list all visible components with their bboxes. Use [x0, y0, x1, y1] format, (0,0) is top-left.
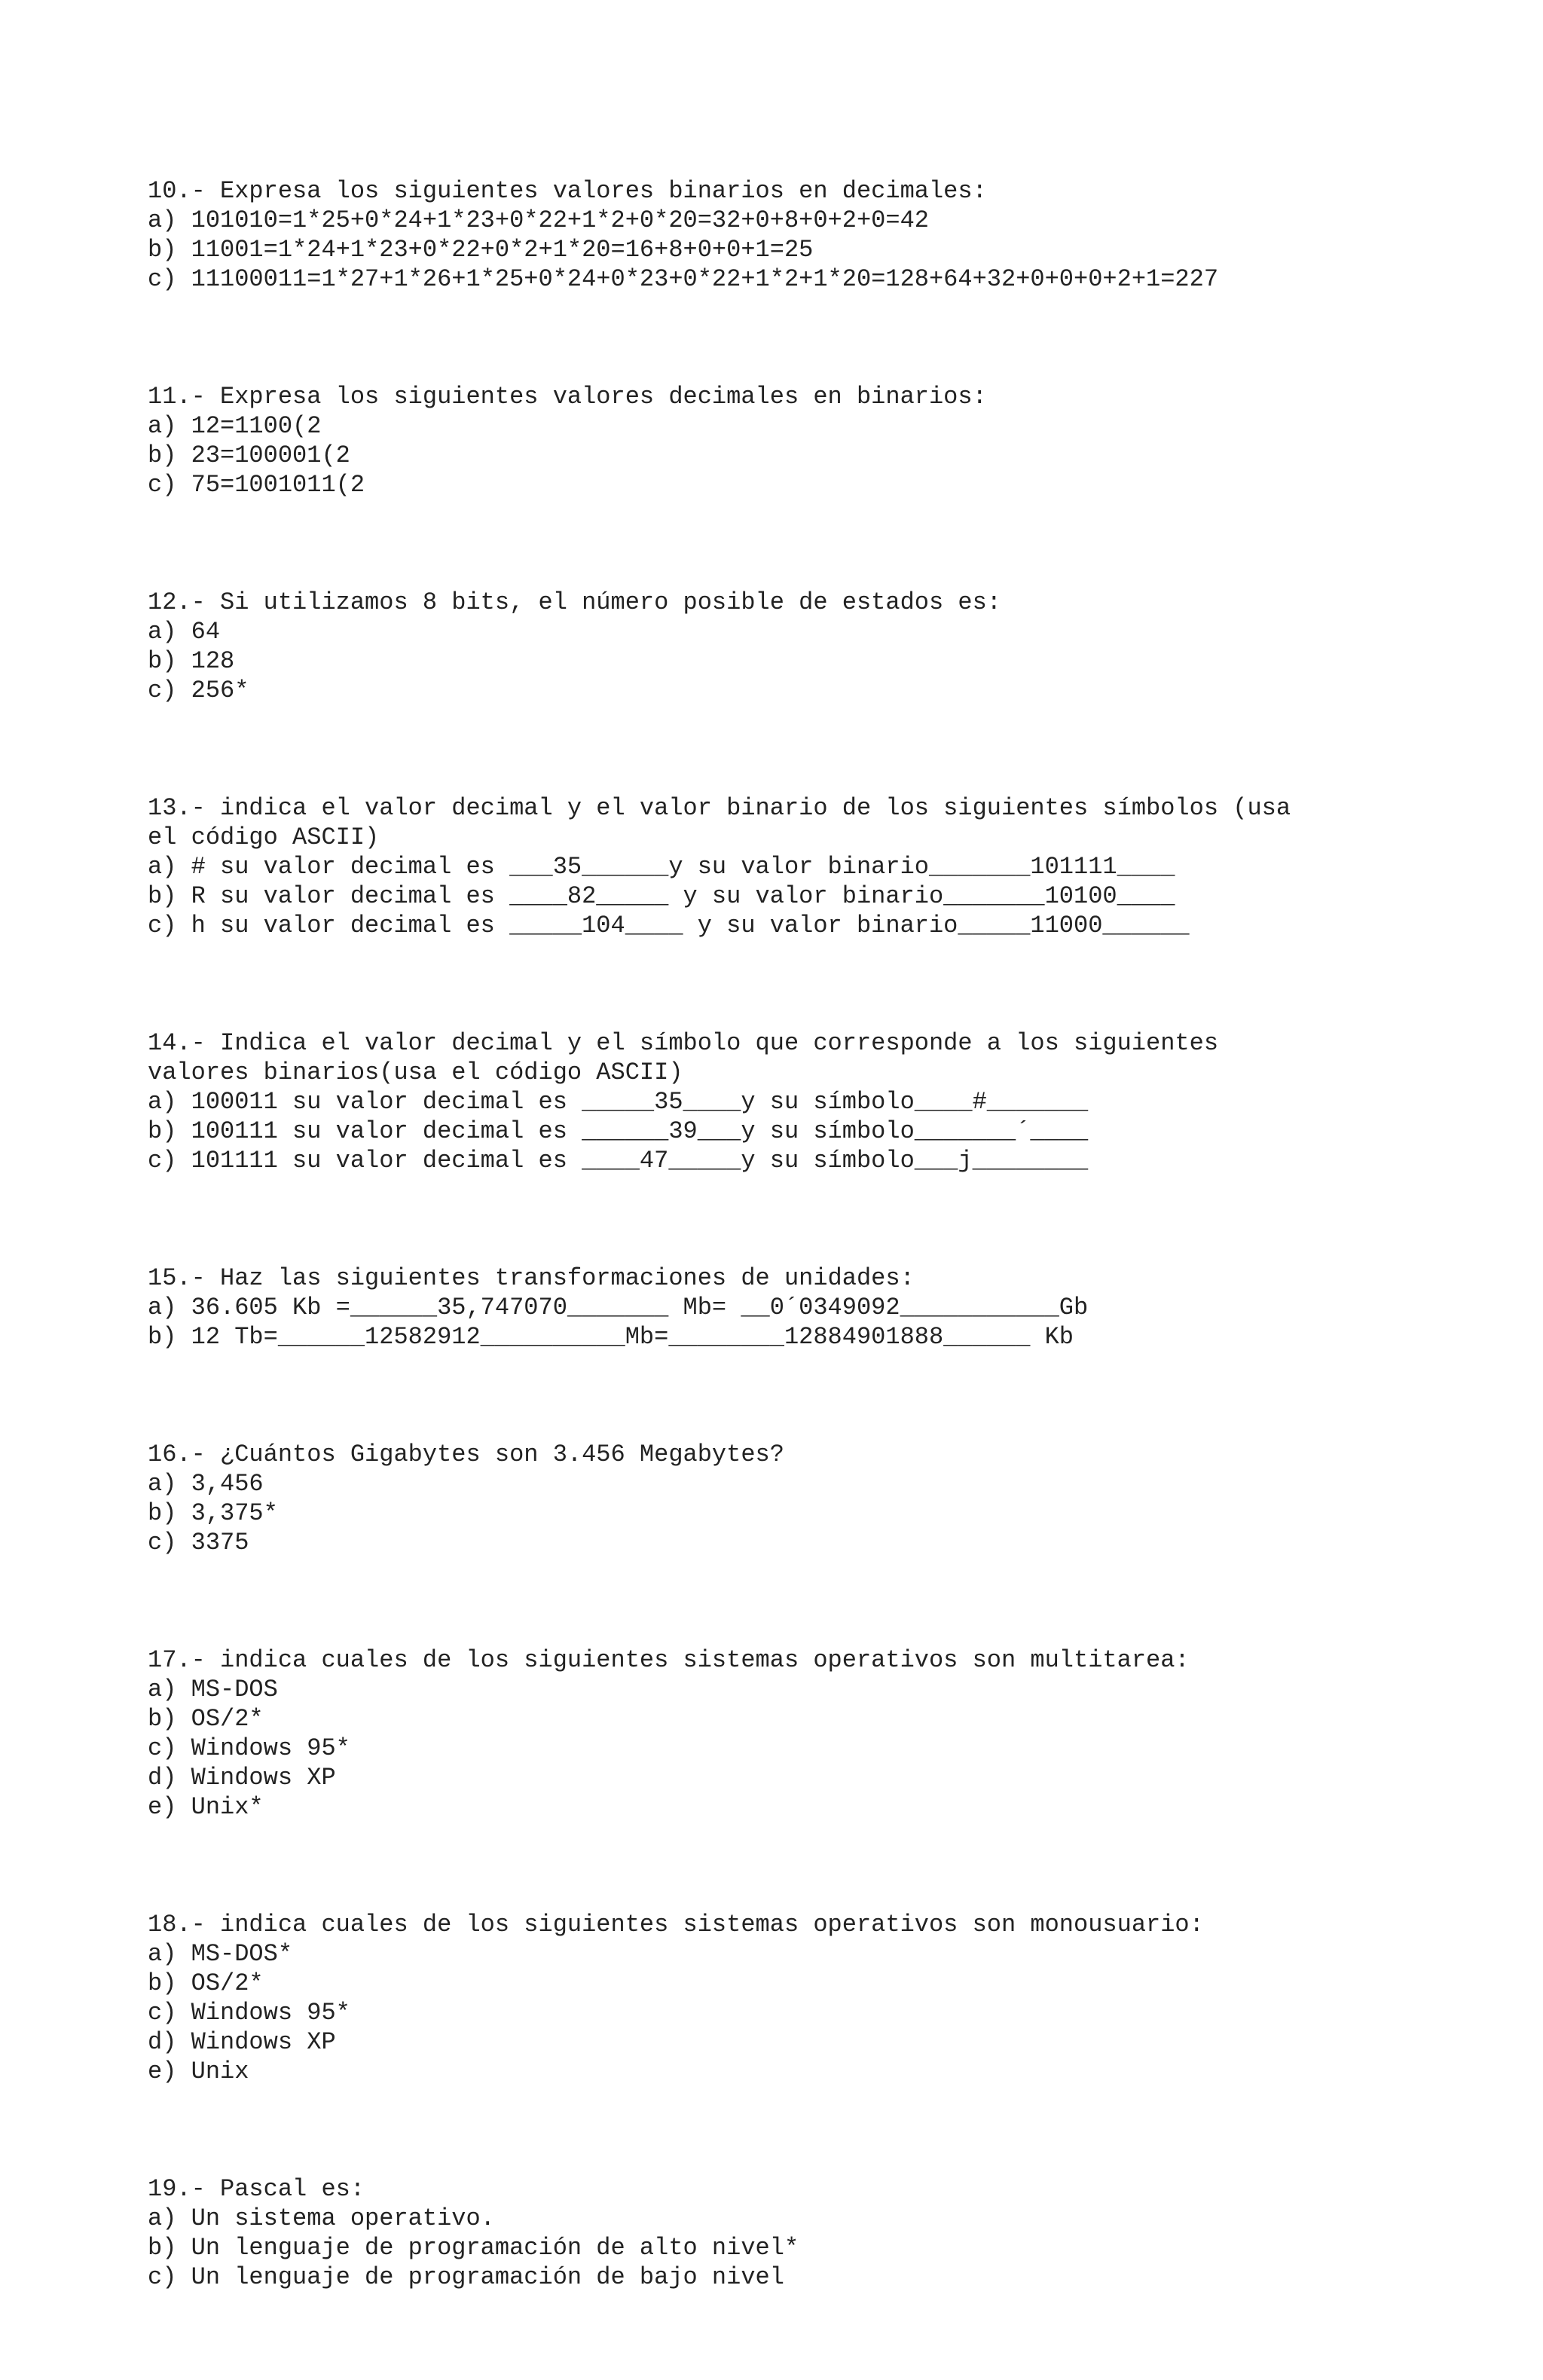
- answer-line: b) Un lenguaje de programación de alto nivel*: [148, 2234, 799, 2262]
- answer-line: d) Windows XP: [148, 2028, 336, 2056]
- answer-line: a) 64: [148, 618, 221, 646]
- answer-line: c) h su valor decimal es _____104____ y su valor binario_____11000______: [148, 912, 1190, 939]
- answer-line: e) Unix: [148, 2058, 249, 2085]
- question-12: [148, 588, 1428, 705]
- answer-line: b) OS/2*: [148, 1969, 264, 1997]
- answer-line: a) MS-DOS: [148, 1676, 278, 1703]
- question-title: 19.- Pascal es:: [148, 2175, 365, 2203]
- answer-line: a) 100011 su valor decimal es _____35____y su símbolo____#_______: [148, 1088, 1089, 1116]
- answer-line: b) 12 Tb=______12582912__________Mb=________12884901888______ Kb: [148, 1323, 1074, 1351]
- question-title: 12.- Si utilizamos 8 bits, el número posible de estados es:: [148, 588, 1001, 616]
- answer-line: b) 11001=1*24+1*23+0*22+0*2+1*20=16+8+0+0+1=25: [148, 236, 814, 264]
- answer-line: e) Unix*: [148, 1793, 264, 1821]
- answer-line: a) MS-DOS*: [148, 1940, 293, 1968]
- answer-line: c) Windows 95*: [148, 1999, 350, 2027]
- question-18: [148, 1910, 1428, 2086]
- question-title: 14.- Indica el valor decimal y el símbolo que corresponde a los siguientes: [148, 1029, 1219, 1057]
- answer-line: c) 75=1001011(2: [148, 471, 365, 499]
- answer-line: c) Un lenguaje de programación de bajo nivel: [148, 2263, 784, 2291]
- answer-line: a) Un sistema operativo.: [148, 2204, 495, 2232]
- answer-line: b) OS/2*: [148, 1705, 264, 1733]
- question-16: [148, 1440, 1428, 1557]
- question-15: [148, 1263, 1428, 1352]
- answer-line: b) 23=100001(2: [148, 441, 350, 469]
- answer-line: b) 128: [148, 647, 235, 675]
- question-11: [148, 382, 1428, 500]
- question-title-continued: el código ASCII): [148, 823, 380, 851]
- question-14: [148, 1028, 1428, 1175]
- answer-line: c) 11100011=1*27+1*26+1*25+0*24+0*23+0*22+1*2+1*20=128+64+32+0+0+0+2+1=227: [148, 265, 1219, 293]
- document-page: [148, 176, 1428, 2380]
- question-10: [148, 176, 1428, 294]
- question-title: 10.- Expresa los siguientes valores binarios en decimales:: [148, 177, 987, 205]
- answer-line: c) 101111 su valor decimal es ____47_____y su símbolo___j________: [148, 1147, 1089, 1175]
- question-19: [148, 2174, 1428, 2292]
- answer-line: a) 101010=1*25+0*24+1*23+0*22+1*2+0*20=32+0+8+0+2+0=42: [148, 206, 929, 234]
- answer-line: a) 12=1100(2: [148, 412, 322, 440]
- question-13: [148, 793, 1428, 940]
- question-title: 15.- Haz las siguientes transformaciones de unidades:: [148, 1264, 915, 1292]
- answer-line: b) R su valor decimal es ____82_____ y su valor binario_______10100____: [148, 882, 1175, 910]
- answer-line: c) 256*: [148, 677, 249, 704]
- answer-line: d) Windows XP: [148, 1764, 336, 1792]
- question-title-continued: valores binarios(usa el código ASCII): [148, 1059, 683, 1086]
- question-title: 17.- indica cuales de los siguientes sistemas operativos son multitarea:: [148, 1646, 1190, 1674]
- answer-line: c) 3375: [148, 1529, 249, 1557]
- question-17: [148, 1645, 1428, 1822]
- question-title: 11.- Expresa los siguientes valores decimales en binarios:: [148, 383, 987, 411]
- answer-line: c) Windows 95*: [148, 1734, 350, 1762]
- answer-line: a) 3,456: [148, 1470, 264, 1498]
- question-title: 18.- indica cuales de los siguientes sistemas operativos son monousuario:: [148, 1911, 1204, 1939]
- question-title: 13.- indica el valor decimal y el valor binario de los siguientes símbolos (usa: [148, 794, 1291, 822]
- answer-line: b) 3,375*: [148, 1499, 278, 1527]
- question-title: 16.- ¿Cuántos Gigabytes son 3.456 Megabytes?: [148, 1441, 784, 1468]
- answer-line: b) 100111 su valor decimal es ______39___y su símbolo_______´____: [148, 1117, 1089, 1145]
- answer-line: a) # su valor decimal es ___35______y su valor binario_______101111____: [148, 853, 1175, 881]
- answer-line: a) 36.605 Kb =______35,747070_______ Mb= __0´0349092___________Gb: [148, 1294, 1089, 1321]
